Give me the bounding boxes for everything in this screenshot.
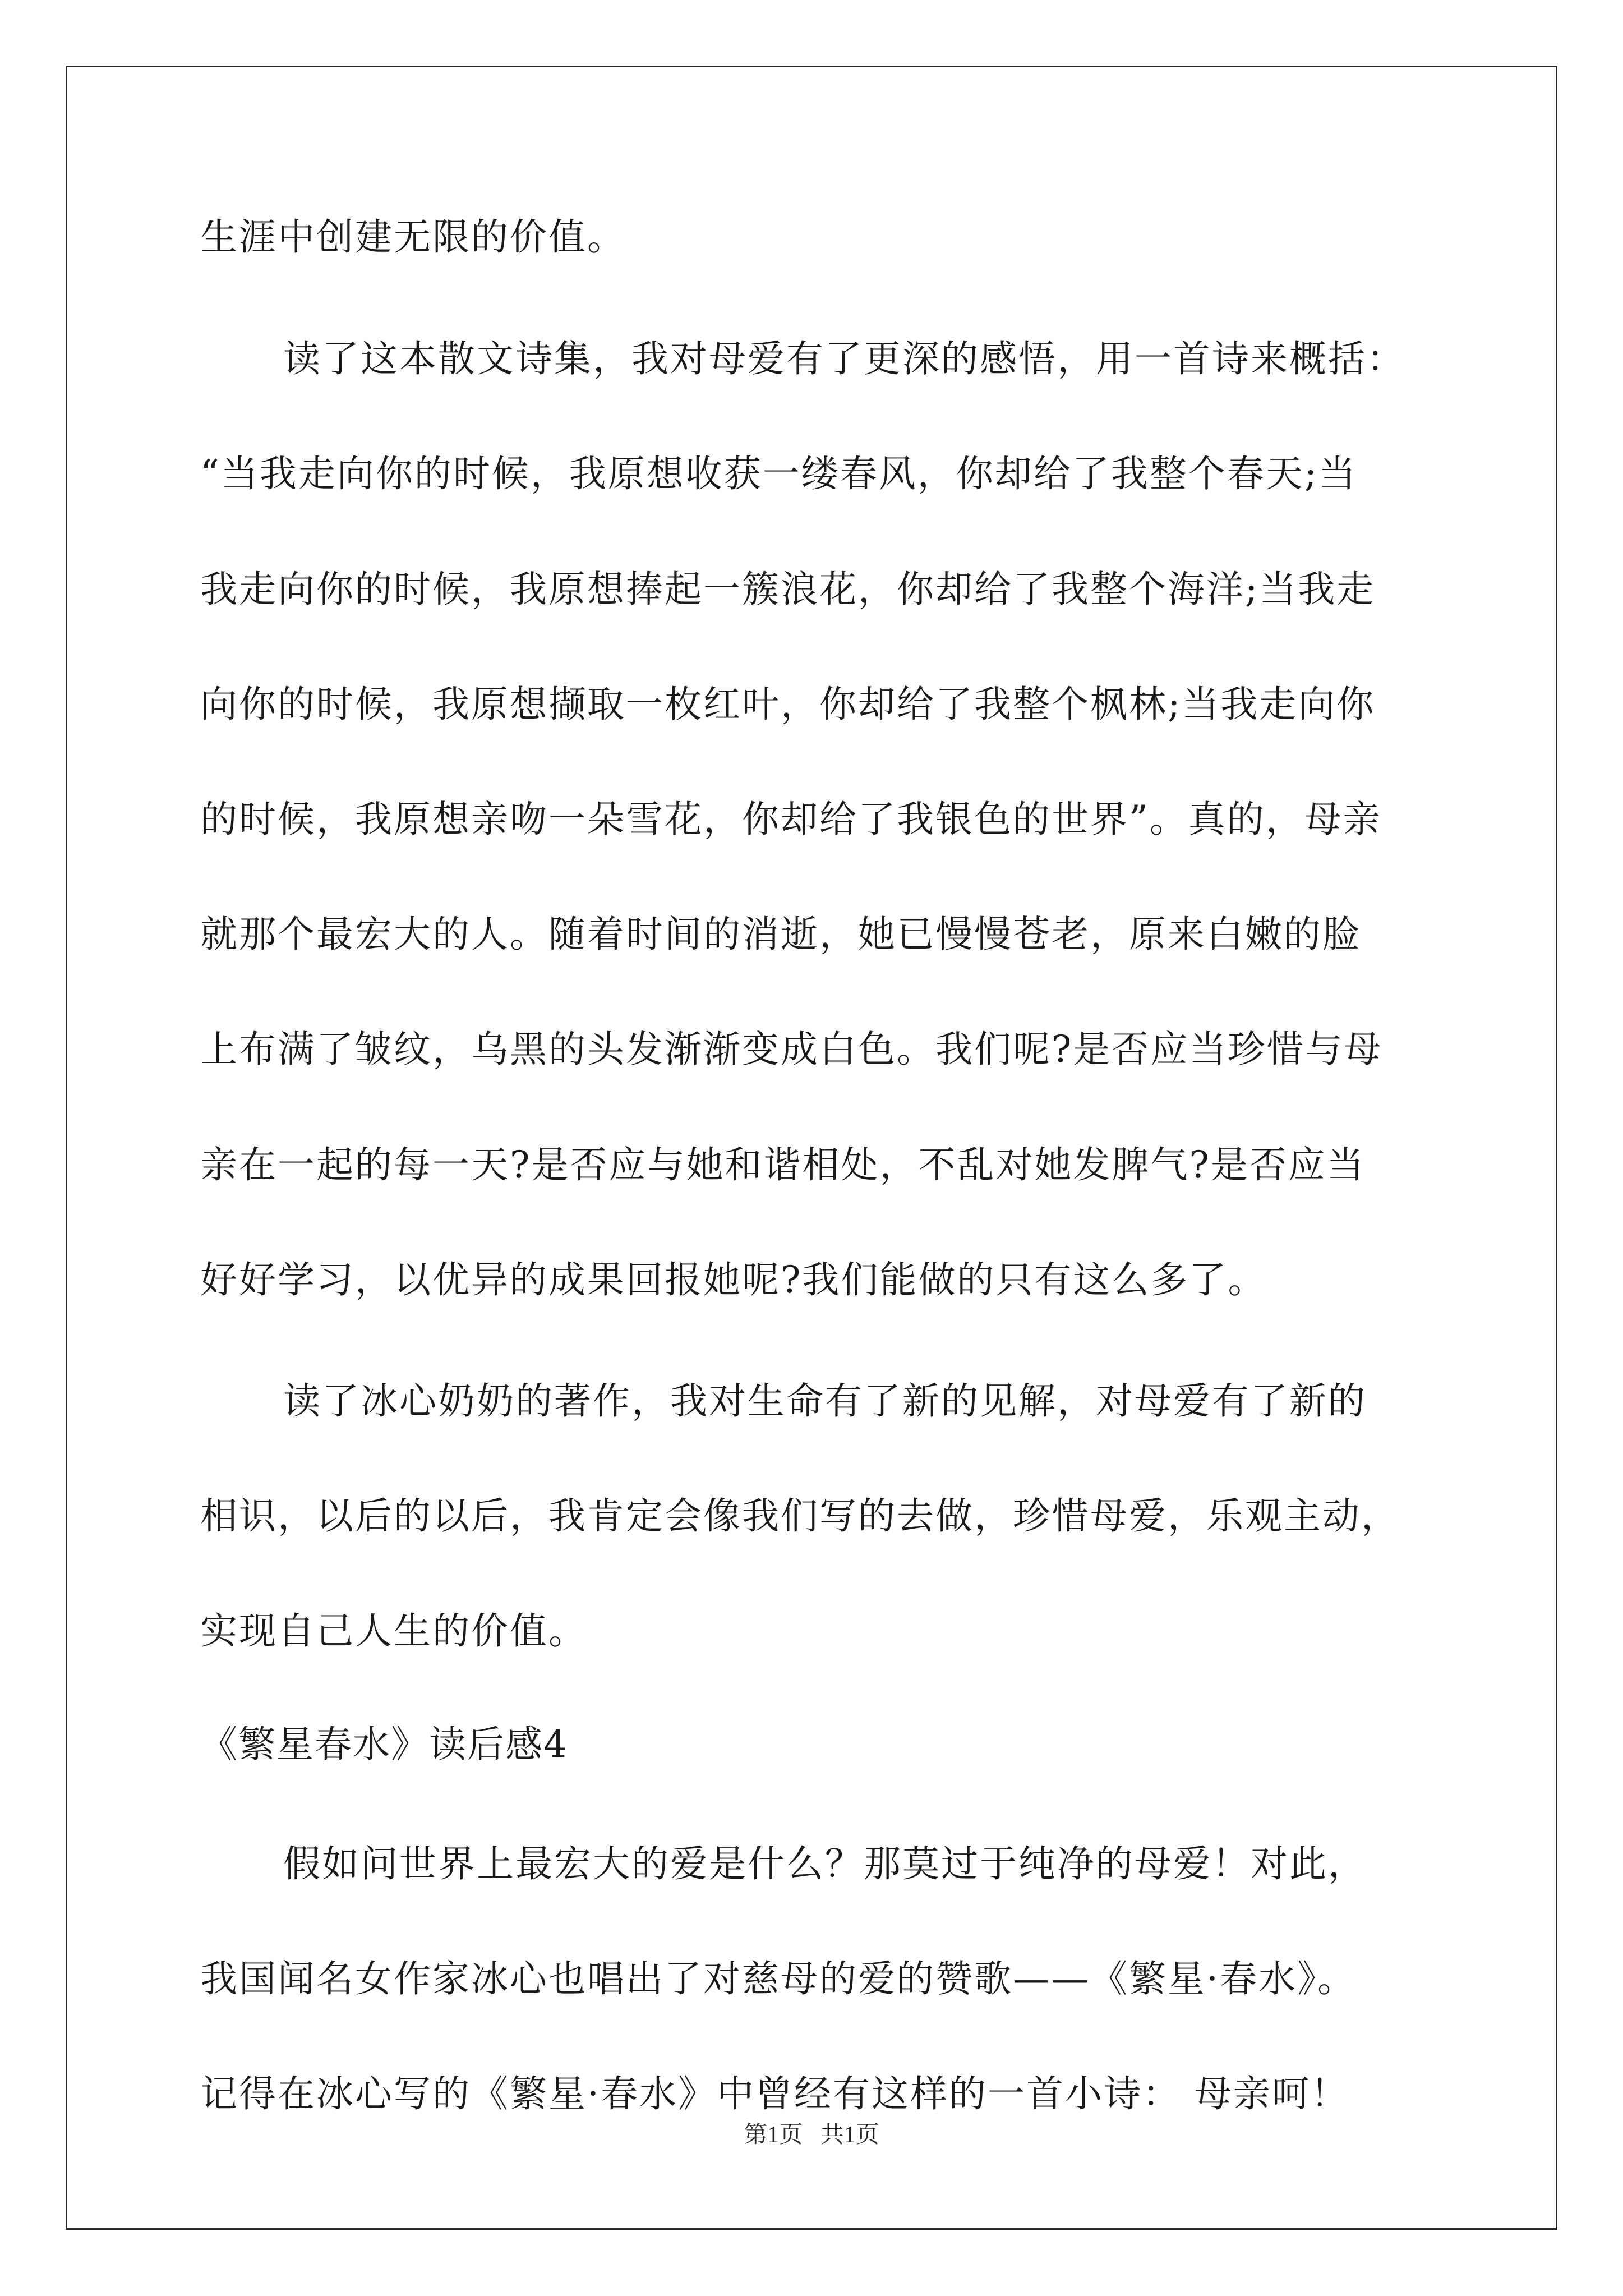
page-footer: 第1页 共1页 (744, 2122, 879, 2148)
text-line: 生涯中创建无限的价值。 (200, 215, 626, 259)
paragraph-first-line: 读了这本散文诗集，我对母爱有了更深的感悟，用一首诗来概括： (283, 337, 1405, 380)
text-line: 就那个最宏大的人。随着时间的消逝，她已慢慢苍老，原来白嫩的脸 (200, 913, 1361, 956)
text-line: 上布满了皱纹，乌黑的头发渐渐变成白色。我们呢?是否应当珍惜与母 (200, 1028, 1383, 1071)
text-line: 实现自己人生的价值。 (200, 1609, 587, 1653)
paragraph-first-line: 假如问世界上最宏大的爱是什么？那莫过于纯净的母爱！对此， (283, 1842, 1367, 1885)
text-line: 记得在冰心写的《繁星·春水》中曾经有这样的一首小诗： 母亲呵！ (200, 2072, 1349, 2115)
text-line: “当我走向你的时候，我原想收获一缕春风，你却给了我整个春天;当 (200, 452, 1357, 495)
text-line: 亲在一起的每一天?是否应与她和谐相处，不乱对她发脾气?是否应当 (200, 1143, 1366, 1186)
text-line: 的时候，我原想亲吻一朵雪花，你却给了我银色的世界”。真的，母亲 (200, 798, 1382, 841)
text-line: 我国闻名女作家冰心也唱出了对慈母的爱的赞歌——《繁星·春水》。 (200, 1957, 1356, 2000)
section-heading: 《繁星春水》读后感4 (200, 1723, 568, 1766)
text-line: 向你的时候，我原想撷取一枚红叶，你却给了我整个枫林;当我走向你 (200, 683, 1376, 726)
paragraph-first-line: 读了冰心奶奶的著作，我对生命有了新的见解，对母爱有了新的 (283, 1379, 1367, 1423)
text-line: 相识，以后的以后，我肯定会像我们写的去做，珍惜母爱，乐观主动， (200, 1494, 1400, 1538)
text-line: 我走向你的时候，我原想捧起一簇浪花，你却给了我整个海洋;当我走 (200, 568, 1376, 611)
text-line: 好好学习，以优异的成果回报她呢?我们能做的只有这么多了。 (200, 1258, 1267, 1301)
